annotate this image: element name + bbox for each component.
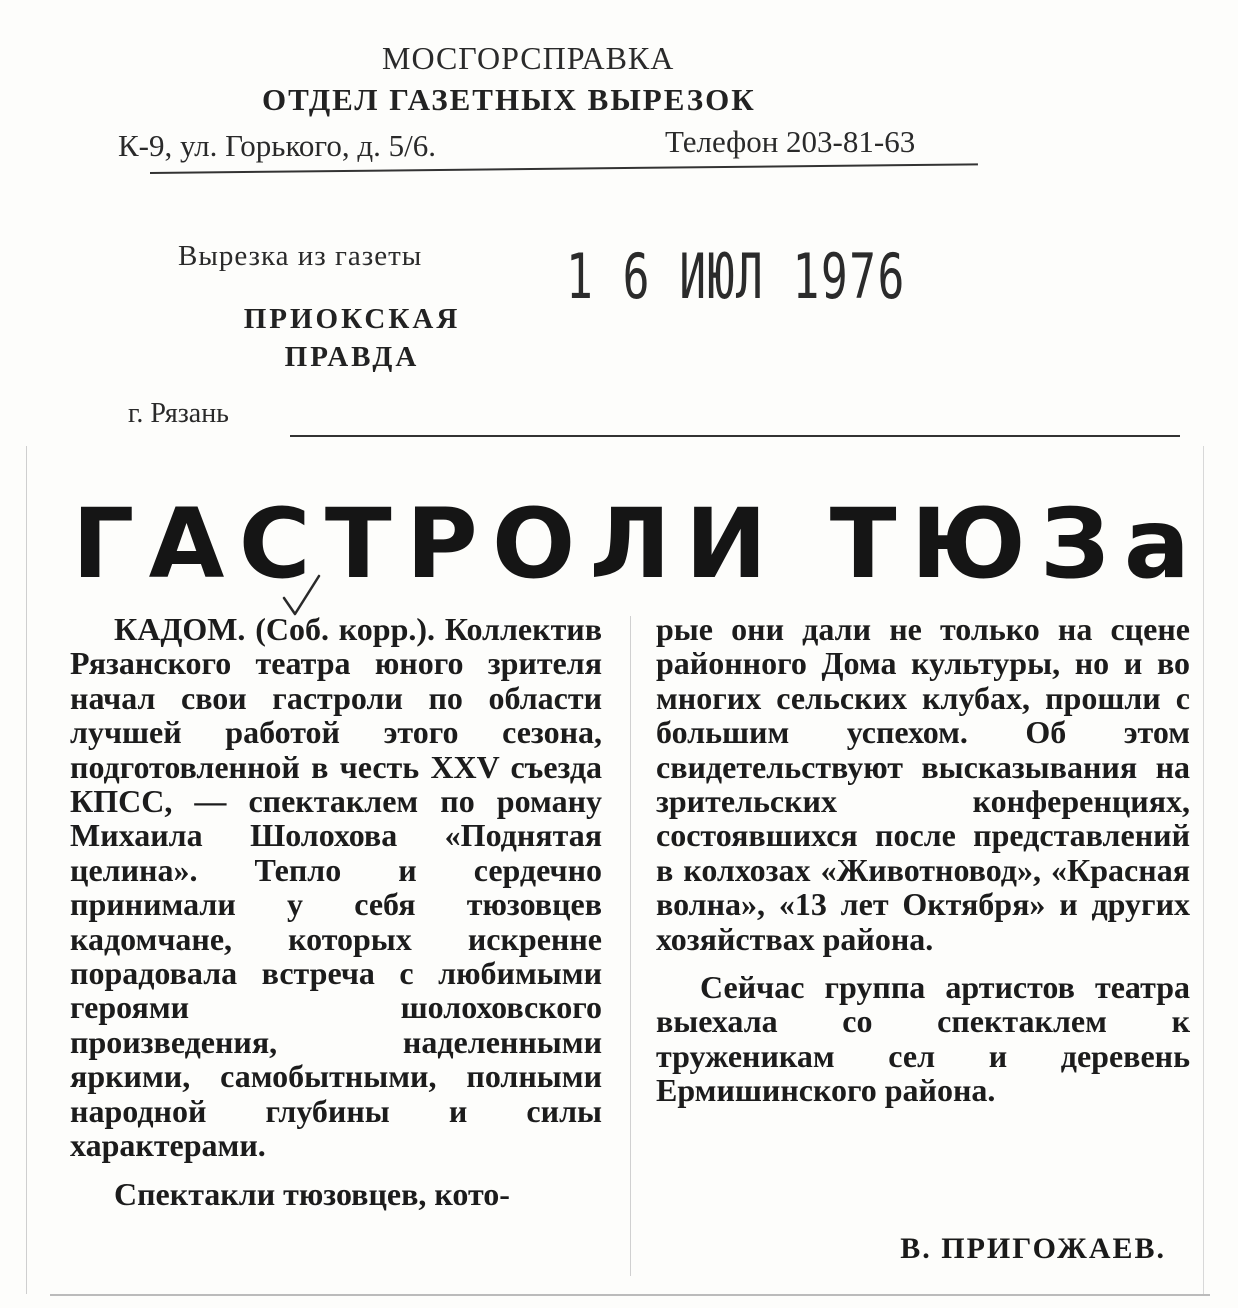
newspaper-city: г. Рязань — [128, 398, 229, 429]
article-paragraph: Спектакли тюзовцев, кото- — [114, 1175, 510, 1212]
article-paragraph: Сейчас группа артистов театра выехала со спектаклем к труженикам сел и деревень Ермишинского района. — [656, 969, 1190, 1109]
date-stamp: 1 6 ИЮЛ 1976 — [566, 240, 906, 313]
department-name: ОТДЕЛ ГАЗЕТНЫХ ВЫРЕЗОК — [262, 82, 756, 117]
agency-address: К-9, ул. Горького, д. 5/6. — [118, 128, 437, 163]
agency-phone: Телефон 203-81-63 — [665, 124, 916, 159]
article-paragraph: КАДОМ. (Соб. корр.). Коллектив Рязанского театра юного зрителя начал свои гастроли по области лучшей работой этого сезона, подготовленной в честь XXV съезда КПСС, — спектаклем по роману Михаила Шолохова «Поднятая целина». Тепло и сердечно принимали у себя тюзовцев кадомчане, которых искренне порадовала встреча с любимыми героями шолоховского произведения, наделенными яркими, самобытными, полными народной глубины и силы характерами. — [70, 611, 602, 1164]
clipping-source-label: Вырезка из газеты — [178, 240, 423, 272]
article-author: В. ПРИГОЖАЕВ. — [900, 1232, 1166, 1265]
article-paragraph: рые они дали не только на сцене районного Дома культуры, но и во многих сельских клубах, прошли с большим успехом. Об этом свидетельствуют высказывания на зрительских конференциях, состоявшихся после представлений в колхозах «Животновод», «Красная волна», «13 лет Октября» и других хозяйствах района. — [656, 611, 1190, 957]
header-divider — [150, 163, 978, 174]
newspaper-name: ПРИОКСКАЯ ПРАВДА — [243, 303, 461, 373]
article-headline: ГАСТРОЛИ ТЮЗа — [72, 488, 1205, 600]
agency-name: МОСГОРСПРАВКА — [382, 40, 675, 76]
article-right-column — [656, 612, 1190, 1108]
article-left-column — [70, 612, 602, 1211]
clipping-bottom-edge — [50, 1294, 1210, 1296]
source-divider — [290, 435, 1180, 437]
column-divider — [630, 616, 631, 1276]
